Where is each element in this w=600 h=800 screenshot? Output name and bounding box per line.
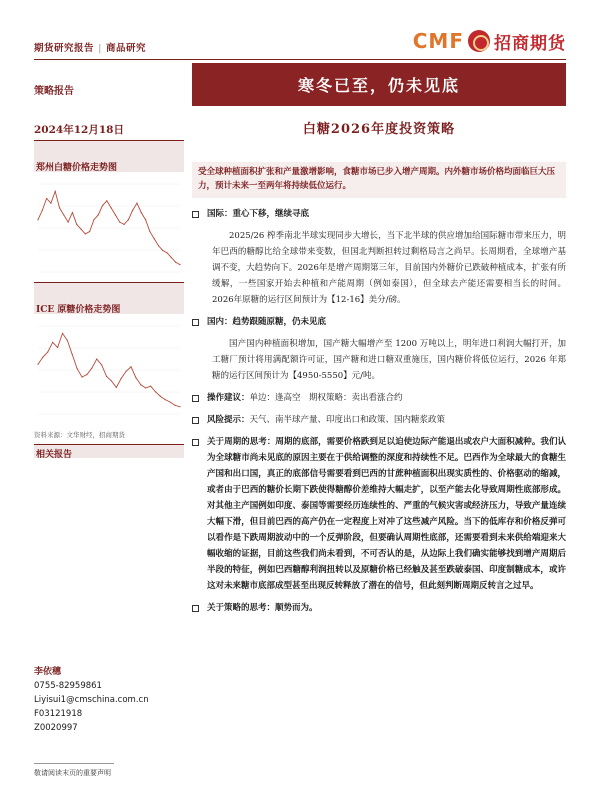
price-point bbox=[106, 200, 107, 201]
operation-text: 单边：逢高空 期权策略：卖出看涨合约 bbox=[249, 393, 403, 403]
risk-label: 风险提示： bbox=[207, 415, 250, 425]
price-point bbox=[89, 231, 90, 232]
analyst-phone: 0755-82959861 bbox=[34, 681, 102, 691]
price-point bbox=[179, 264, 180, 265]
domestic-section bbox=[192, 314, 566, 330]
price-point bbox=[160, 396, 161, 397]
price-point bbox=[165, 399, 166, 400]
price-point bbox=[149, 231, 150, 232]
price-point bbox=[123, 224, 124, 225]
price-point bbox=[179, 406, 180, 407]
analyst-id2: Z0020997 bbox=[34, 723, 78, 733]
price-point bbox=[166, 252, 167, 253]
price-point bbox=[162, 250, 163, 251]
price-point bbox=[135, 377, 136, 378]
price-point bbox=[81, 376, 82, 377]
ice-sugar-chart bbox=[34, 314, 184, 424]
price-point bbox=[93, 219, 94, 220]
price-point bbox=[59, 207, 60, 208]
price-point bbox=[130, 366, 131, 367]
category-label: 期货研究报告 bbox=[34, 43, 95, 54]
price-point bbox=[155, 391, 156, 392]
report-date: 2024年12月18日 bbox=[34, 124, 124, 136]
category-separator: | bbox=[98, 43, 102, 54]
report-category bbox=[34, 40, 146, 54]
operation-section bbox=[192, 390, 566, 406]
strategy-text: 关于策略的思考：顺势而为。 bbox=[207, 603, 318, 613]
price-point bbox=[62, 333, 63, 334]
price-point bbox=[128, 219, 129, 220]
logo-cmf-text: CMF bbox=[412, 29, 464, 53]
intl-heading: 国际：重心下移，继续寻底 bbox=[207, 209, 310, 219]
price-point bbox=[85, 233, 86, 234]
price-point bbox=[80, 229, 81, 230]
price-point bbox=[63, 214, 64, 215]
price-point bbox=[77, 368, 78, 369]
price-point bbox=[50, 203, 51, 204]
zce-sugar-chart bbox=[34, 172, 184, 282]
report-subtitle: 白糖2026年度投资策略 bbox=[302, 122, 456, 137]
domestic-heading: 国内：趋势跟随原糖，仍未见底 bbox=[207, 317, 327, 327]
strategy-section bbox=[192, 600, 566, 616]
square-bullet-icon bbox=[192, 211, 199, 218]
price-point bbox=[126, 371, 127, 372]
price-point bbox=[111, 380, 112, 381]
price-point bbox=[150, 385, 151, 386]
price-point bbox=[111, 207, 112, 208]
price-point bbox=[37, 219, 38, 220]
price-point bbox=[145, 219, 146, 220]
square-bullet-icon bbox=[192, 395, 199, 402]
price-point bbox=[132, 210, 133, 211]
price-point bbox=[68, 221, 69, 222]
square-bullet-icon bbox=[192, 319, 199, 326]
price-point bbox=[42, 357, 43, 358]
price-point bbox=[101, 364, 102, 365]
price-point bbox=[76, 224, 77, 225]
cycle-section bbox=[192, 434, 566, 594]
intl-section bbox=[192, 206, 566, 222]
price-point bbox=[37, 364, 38, 365]
chart1-title: 郑州白糖价格走势图 bbox=[34, 140, 184, 172]
company-logo bbox=[413, 28, 566, 54]
sidebar bbox=[34, 140, 184, 458]
price-point bbox=[46, 198, 47, 199]
price-point bbox=[171, 257, 172, 258]
price-point bbox=[91, 367, 92, 368]
operation-label: 操作建议： bbox=[207, 393, 250, 403]
price-point bbox=[145, 387, 146, 388]
summary-box: 受全球种植面积扩张和产量激增影响，食糖市场已步入增产周期。内外糖市场价格均面临巨大压力，预计未来一至两年将持续低位运行。 bbox=[192, 162, 566, 198]
intl-paragraph: 2025/26 榨季南北半球实现同步大增长，当下北半球的供应增加给国际糖市带来压力，明年巴西的糖醇比给全球带来变数，但国北判断担转过剩格局言之尚早。长周期看，全球增产基调不变，大趋势向下。2026年是增产周期第三年，目前国内外糖价已跌破种植成本，扩张有所缓解，一些国家开始去种植和产能周期（例如泰国），但全球去产能还需要相当长的时间。2026年原糖的运行区间预计为【12-16】美分/磅。 bbox=[212, 231, 566, 305]
price-point bbox=[67, 340, 68, 341]
price-point bbox=[175, 262, 176, 263]
related-reports-heading: 相关报告 bbox=[34, 444, 184, 458]
price-point bbox=[119, 221, 120, 222]
footer-disclaimer: 敬请阅读末页的重要声明 bbox=[34, 769, 111, 777]
analyst-name: 李依穗 bbox=[34, 667, 62, 677]
cycle-paragraph: 关于周期的思考：周期的底部，需要价格跌到足以迫使边际产能退出或农户大面积减种。我们认为全球糖市尚未见底的原因主要在于供给调整的深度和持续性不足。巴西作为全球最大的食糖生产国和出口国，真正的底部信号需要看到巴西的甘蔗种植面积出现实质性的、价格驱动的缩减，或者由于巴西的糖价长期下跌使得糖醇价差维持大幅走扩，以至产能去化导致周期性底部形成。对其他主产国例如印度、泰国等需要经历连续性的、严重的气候灾害或经济压力，导致产量连续大幅下滑，但目前巴西的高产仍在一定程度上对冲了这些减产风险。当下的低库存和价格反弹可以看作是下跌周期波动中的一个反弹阶段，但要确认周期性底部，还需要看到未来供给端迎来大幅收缩的证据，目前这些我们尚未看到，不可否认的是，从边际上我们确实能够找到增产周期后半段的特征，例如巴西糖醇利润扭转以及原糖价格已经触及甚至跌破泰国、印度制糖成本，或许这对未来糖市底部成型甚至出现反转释放了潜在的信号，但此刻判断周期反转言之过早。 bbox=[207, 437, 566, 591]
price-point bbox=[136, 203, 137, 204]
analyst-email[interactable]: Liyisui1@cmschina.com.cn bbox=[34, 695, 149, 705]
header-divider bbox=[34, 59, 566, 60]
price-point bbox=[158, 245, 159, 246]
risk-section bbox=[192, 412, 566, 428]
footer-divider bbox=[34, 763, 114, 764]
report-title: 寒冬已至，仍未见底 bbox=[192, 63, 566, 106]
price-point bbox=[170, 402, 171, 403]
price-point bbox=[86, 374, 87, 375]
price-point bbox=[96, 358, 97, 359]
chart2-title: ICE 原糖价格走势图 bbox=[34, 282, 184, 314]
price-point bbox=[98, 214, 99, 215]
price-point bbox=[116, 387, 117, 388]
report-type: 策略报告 bbox=[34, 86, 74, 97]
price-point bbox=[57, 347, 58, 348]
price-point bbox=[55, 191, 56, 192]
price-point bbox=[115, 214, 116, 215]
square-bullet-icon bbox=[192, 417, 199, 424]
price-point bbox=[121, 378, 122, 379]
chart-source: 资料来源：文华财经，招商期货 bbox=[34, 431, 125, 439]
subcategory-label: 商品研究 bbox=[105, 43, 146, 54]
zce-sugar-chart-svg bbox=[34, 172, 184, 282]
price-point bbox=[72, 354, 73, 355]
price-point bbox=[102, 205, 103, 206]
domestic-paragraph: 国产国内种植面积增加，国产糖大幅增产至 1200 万吨以上，明年进口利润大幅打开，加工糖厂预计将用满配额许可证，国产糖和进口糖双重施压，国内糖价将低位运行，2026 年郑糖的运行区间预计为【4950-5550】元/吨。 bbox=[212, 339, 566, 381]
main-content bbox=[192, 206, 566, 622]
risk-text: 天气、南半球产量、印度出口和政策、国内糖浆政策 bbox=[249, 415, 446, 425]
price-point bbox=[47, 351, 48, 352]
price-point bbox=[106, 376, 107, 377]
analyst-id1: F03121918 bbox=[34, 709, 83, 719]
ice-sugar-chart-svg bbox=[34, 314, 184, 424]
price-point bbox=[175, 405, 176, 406]
logo-cn-text: 招商期货 bbox=[494, 33, 566, 54]
price-point bbox=[141, 212, 142, 213]
price-point bbox=[140, 384, 141, 385]
price-point bbox=[42, 210, 43, 211]
price-point bbox=[72, 212, 73, 213]
price-point bbox=[154, 238, 155, 239]
square-bullet-icon bbox=[192, 439, 199, 446]
analyst-info bbox=[34, 665, 149, 735]
square-bullet-icon bbox=[192, 605, 199, 612]
price-point bbox=[52, 342, 53, 343]
logo-seal-icon bbox=[468, 30, 490, 52]
